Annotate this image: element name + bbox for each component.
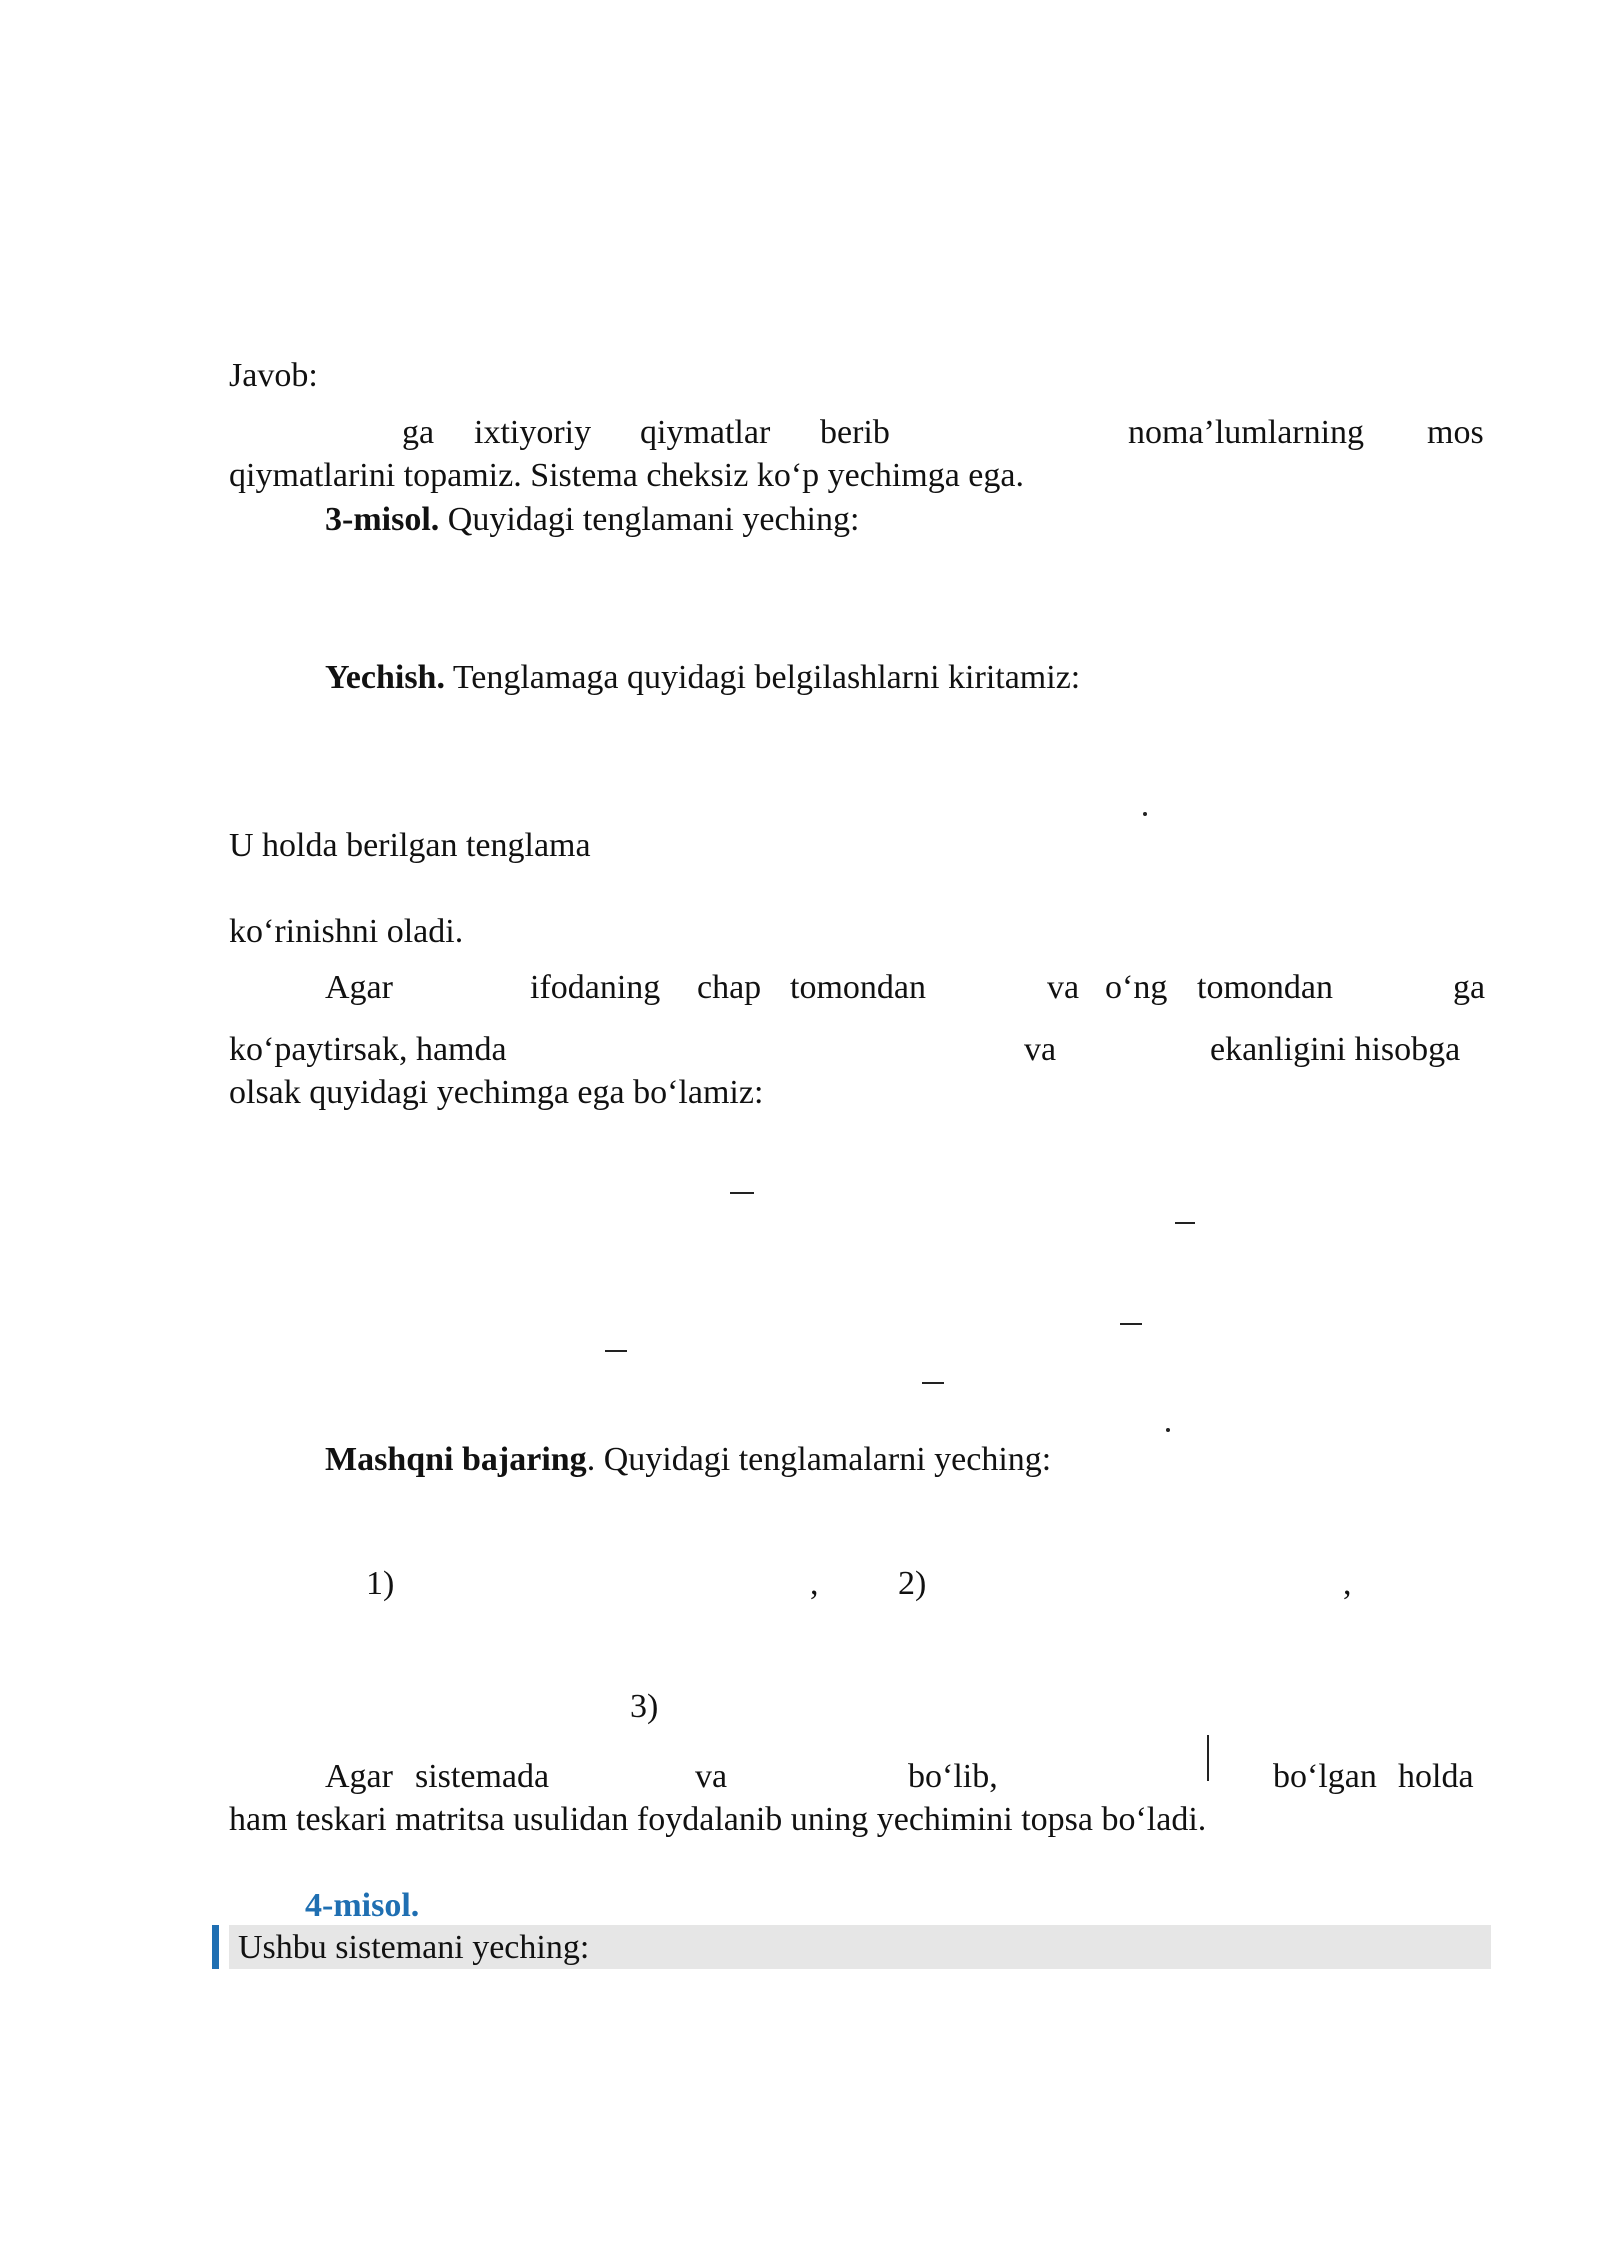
formula-dash bbox=[605, 1350, 627, 1352]
word: holda bbox=[1398, 1758, 1474, 1795]
word: bo‘lgan bbox=[1273, 1758, 1377, 1795]
word: ixtiyoriy bbox=[474, 414, 592, 451]
paragraph-line: ko‘rinishni oladi. bbox=[229, 913, 464, 950]
word: o‘ng bbox=[1105, 969, 1168, 1006]
word: noma’lumlarning bbox=[1128, 414, 1365, 451]
paragraph-line: olsak quyidagi yechimga ega bo‘lamiz: bbox=[229, 1074, 764, 1111]
callout-text: Ushbu sistemani yeching: bbox=[238, 1929, 590, 1966]
word: va bbox=[1024, 1031, 1057, 1068]
word: bo‘lib, bbox=[908, 1758, 998, 1795]
word: qiymatlar bbox=[640, 414, 771, 451]
word: va bbox=[695, 1758, 728, 1795]
exercise-item-number: 2) bbox=[898, 1565, 927, 1602]
formula-dash bbox=[1175, 1222, 1195, 1224]
example-label: 3-misol. bbox=[325, 501, 440, 538]
formula-period bbox=[1166, 1428, 1170, 1432]
formula-dash bbox=[730, 1192, 754, 1194]
solution-label: Yechish. bbox=[325, 659, 445, 696]
example-text: Quyidagi tenglamani yeching: bbox=[439, 501, 860, 538]
word: ga bbox=[1453, 969, 1486, 1006]
paragraph-line: U holda berilgan tenglama bbox=[229, 827, 591, 864]
formula-bar bbox=[1207, 1735, 1209, 1781]
word: chap bbox=[697, 969, 762, 1006]
solution-heading bbox=[325, 658, 1080, 699]
solution-text: Tenglamaga quyidagi belgilashlarni kiritamiz: bbox=[444, 659, 1081, 696]
item-separator: , bbox=[1343, 1565, 1352, 1602]
exercise-item-number: 3) bbox=[630, 1688, 659, 1725]
paragraph-line: ham teskari matritsa usulidan foydalanib uning yechimini topsa bo‘ladi. bbox=[229, 1801, 1207, 1838]
word: ga bbox=[402, 414, 435, 451]
example-3-heading bbox=[325, 500, 859, 541]
formula-period bbox=[1143, 812, 1147, 816]
word: Agar bbox=[325, 1758, 393, 1795]
word: sistemada bbox=[415, 1758, 550, 1795]
exercise-heading bbox=[325, 1440, 1051, 1481]
word: berib bbox=[820, 414, 890, 451]
word: ekanligini hisobga bbox=[1210, 1031, 1461, 1068]
formula-dash bbox=[1120, 1323, 1142, 1325]
paragraph-line: qiymatlarini topamiz. Sistema cheksiz ko‘p yechimga ega. bbox=[229, 457, 1024, 494]
exercise-text: . Quyidagi tenglamalarni yeching: bbox=[586, 1441, 1052, 1478]
word: va bbox=[1047, 969, 1080, 1006]
exercise-item-number: 1) bbox=[366, 1565, 395, 1602]
word: tomondan bbox=[1197, 969, 1333, 1006]
word: ko‘paytirsak, hamda bbox=[229, 1031, 507, 1068]
exercise-label: Mashqni bajaring bbox=[325, 1441, 587, 1478]
item-separator: , bbox=[810, 1565, 819, 1602]
word: tomondan bbox=[790, 969, 926, 1006]
answer-label: Javob: bbox=[229, 357, 318, 394]
word: Agar bbox=[325, 969, 393, 1006]
word: ifodaning bbox=[530, 969, 661, 1006]
callout-accent-bar bbox=[212, 1925, 219, 1969]
word: mos bbox=[1427, 414, 1484, 451]
formula-dash bbox=[922, 1382, 944, 1384]
example-4-label: 4-misol. bbox=[305, 1887, 420, 1924]
